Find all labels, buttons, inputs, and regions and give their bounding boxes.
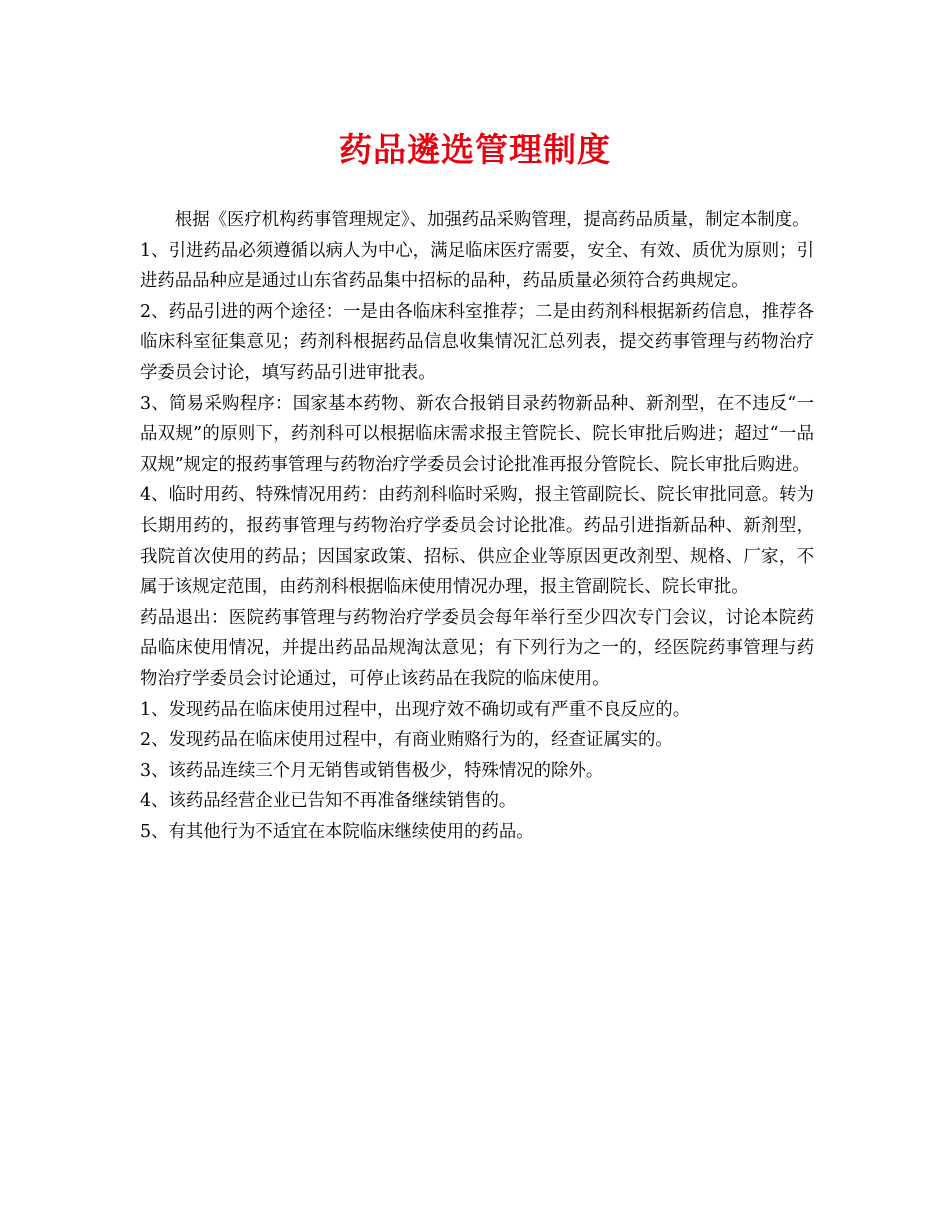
document-body — [140, 205, 814, 847]
withdrawal-item-2: 2、发现药品在临床使用过程中，有商业贿赂行为的，经查证属实的。 — [140, 730, 673, 751]
rule-paragraph-1: 1、引进药品必须遵循以病人为中心，满足临床医疗需要，安全、有效、质优为原则；引进药品品种应是通过山东省药品集中招标的品种，药品质量必须符合药典规定。 — [140, 240, 814, 292]
withdrawal-item-4: 4、该药品经营企业已告知不再准备继续销售的。 — [140, 791, 517, 812]
rule-paragraph-4: 4、临时用药、特殊情况用药：由药剂科临时采购，报主管副院长、院长审批同意。转为长期用药的，报药事管理与药物治疗学委员会讨论批准。药品引进指新品种、新剂型，我院首次使用的药品；因国家政策、招标、供应企业等原因更改剂型、规格、厂家，不属于该规定范围，由药剂科根据临床使用情况办理，报主管副院长、院长审批。 — [140, 485, 814, 598]
rule-paragraph-3: 3、简易采购程序：国家基本药物、新农合报销目录药物新品种、新剂型，在不违反“一品双规”的原则下，药剂科可以根据临床需求报主管院长、院长审批后购进；超过“一品双规”规定的报药事管理与药物治疗学委员会讨论批准再报分管院长、院长审批后购进。 — [140, 393, 814, 475]
withdrawal-item-5: 5、有其他行为不适宜在本院临床继续使用的药品。 — [140, 821, 534, 842]
withdrawal-item-3: 3、该药品连续三个月无销售或销售极少，特殊情况的除外。 — [140, 760, 604, 781]
withdrawal-item-1: 1、发现药品在临床使用过程中，出现疗效不确切或有严重不良反应的。 — [140, 699, 691, 720]
intro-paragraph: 根据《医疗机构药事管理规定》、加强药品采购管理，提高药品质量，制定本制度。 — [174, 210, 810, 230]
withdrawal-paragraph: 药品退出：医院药事管理与药物治疗学委员会每年举行至少四次专门会议，讨论本院药品临床使用情况，并提出药品品规淘汰意见；有下列行为之一的，经医院药事管理与药物治疗学委员会讨论通过，可停止该药品在我院的临床使用。 — [140, 607, 814, 689]
rule-paragraph-2: 2、药品引进的两个途径：一是由各临床科室推荐；二是由药剂科根据新药信息，推荐各临床科室征集意见；药剂科根据药品信息收集情况汇总列表，提交药事管理与药物治疗学委员会讨论，填写药品引进审批表。 — [140, 301, 814, 383]
document-title: 药品遴选管理制度 — [339, 130, 611, 169]
